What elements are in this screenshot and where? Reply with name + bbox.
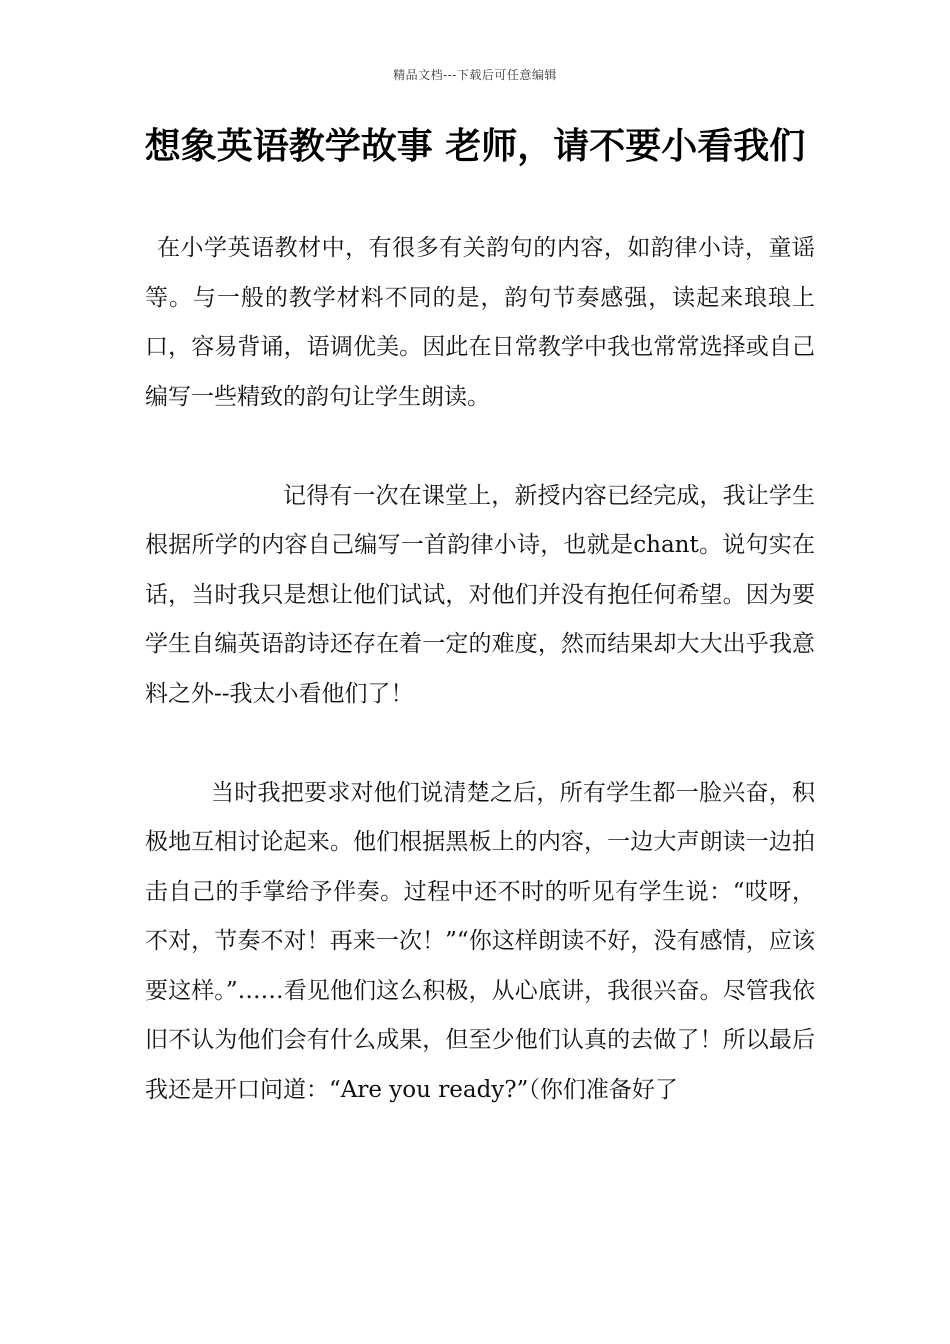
- header-note: 精品文档---下载后可任意编辑: [393, 68, 557, 82]
- paragraph-3: 当时我把要求对他们说清楚之后，所有学生都一脸兴奋，积极地互相讨论起来。他们根据黑板上的内容，一边大声朗读一边拍击自己的手掌给予伴奏。过程中还不时的听见有学生说：“哎呀，不对，节奏不对！再来一次！”“你这样朗读不好，没有感情，应该要这样。”……看见他们这么积极，从心底讲，我很兴奋。尽管我依旧不认为他们会有什么成果，但至少他们认真的去做了！所以最后我还是开口问道：“Are you ready?”（你们准备好了: [145, 779, 815, 1103]
- paragraph-2: 记得有一次在课堂上，新授内容已经完成，我让学生根据所学的内容自己编写一首韵律小诗，也就是chant。说句实在话，当时我只是想让他们试试，对他们并没有抱任何希望。因为要学生自编英语韵诗还存在着一定的难度，然而结果却大大出乎我意料之外--我太小看他们了！: [145, 482, 815, 707]
- document-body: [145, 224, 815, 1115]
- paragraph-1: 在小学英语教材中，有很多有关韵句的内容，如韵律小诗，童谣等。与一般的教学材料不同的是，韵句节奏感强，读起来琅琅上口，容易背诵，语调优美。因此在日常教学中我也常常选择或自己编写一些精致的韵句让学生朗读。: [145, 235, 815, 410]
- document-title: 想象英语教学故事 老师，请不要小看我们: [144, 126, 806, 167]
